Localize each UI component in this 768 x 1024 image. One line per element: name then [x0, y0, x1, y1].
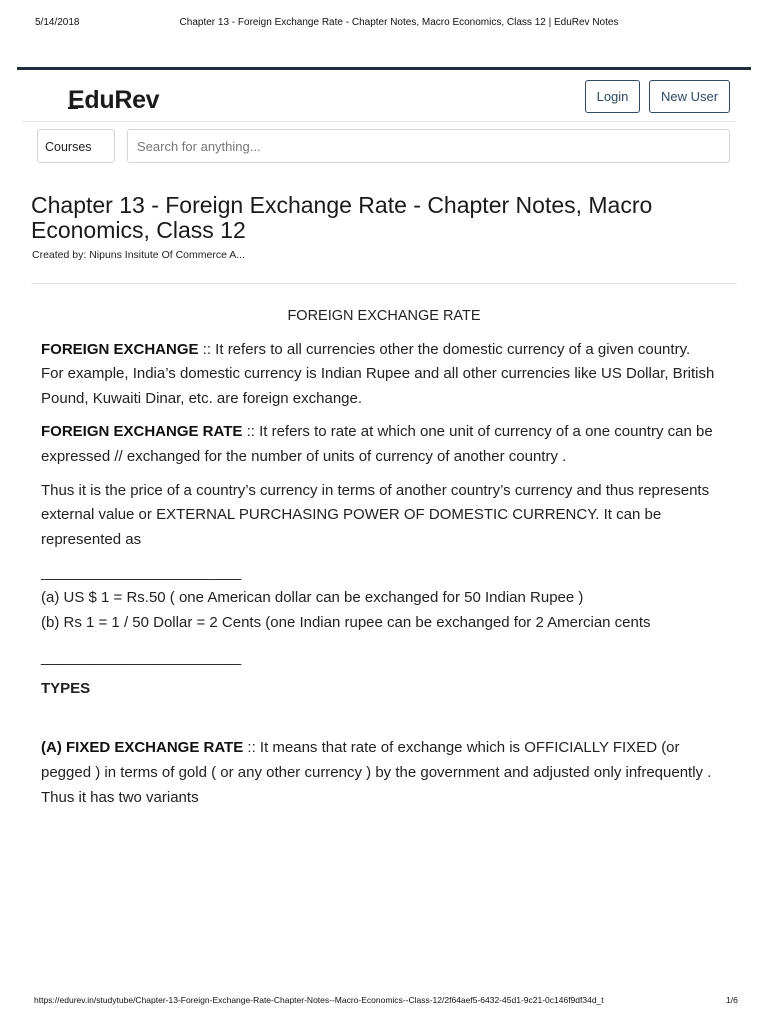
types-heading: TYPES	[41, 679, 91, 697]
content-divider	[31, 283, 737, 284]
fixed-rate-definition: :: It means that rate of exchange which is OFFICIALLY FIXED (or pegged ) in terms of gold ( or any other currency ) by the government and adjusted only infrequently . Thus it has two variants	[41, 739, 712, 806]
example-b: (b) Rs 1 = 1 / 50 Dollar = 2 Cents (one Indian rupee can be exchanged for 2 Amercian cents	[41, 613, 651, 631]
fx-term: FOREIGN EXCHANGE	[41, 340, 199, 358]
login-button[interactable]: Login	[585, 80, 640, 113]
fixed-rate-paragraph	[41, 736, 731, 810]
fx-definition: :: It refers to all currencies other the domestic currency of a given country.	[198, 340, 691, 358]
fxr-term: FOREIGN EXCHANGE RATE	[41, 423, 243, 441]
print-page-number: 1/6	[726, 995, 738, 1005]
fxr-definition: :: It refers to rate at which one unit of currency of a one country can be expressed // exchanged for the number of units of currency of another country .	[41, 423, 713, 465]
fx-example: For example, India’s domestic currency is Indian Rupee and all other currencies like US Dollar, British Pound, Kuwaiti Dinar, etc. are foreign exchange.	[41, 365, 715, 407]
fxr-paragraph	[41, 420, 731, 469]
rule-line-bottom: ________________________	[41, 649, 242, 667]
new-user-button[interactable]: New User	[649, 80, 730, 113]
print-header	[0, 17, 768, 31]
print-date: 5/14/2018	[35, 17, 80, 28]
print-url: https://edurev.in/studytube/Chapter-13-Foreign-Exchange-Rate-Chapter-Notes--Macro-Economics--Class-12/2f64aef5-6432-45d1-9c21-0c146f9df34d_t	[34, 995, 604, 1005]
article-body	[41, 304, 731, 819]
created-by[interactable]: Created by: Nipuns Insitute Of Commerce A...	[32, 249, 246, 261]
courses-dropdown[interactable]: Courses	[37, 129, 115, 163]
topbar-accent-line	[17, 67, 751, 70]
fx-paragraph	[41, 338, 731, 412]
rule-line-top: ________________________	[41, 564, 242, 582]
thus-paragraph: Thus it is the price of a country’s currency in terms of another country’s currency and thus represents external value or EXTERNAL PURCHASING POWER OF DOMESTIC CURRENCY. It can be represented as	[41, 481, 710, 548]
page-title: Chapter 13 - Foreign Exchange Rate - Chapter Notes, Macro Economics, Class 12	[31, 192, 653, 243]
search-input[interactable]: Search for anything...	[127, 129, 730, 163]
header-divider	[22, 121, 736, 122]
section-heading: FOREIGN EXCHANGE RATE	[287, 308, 481, 324]
print-title: Chapter 13 - Foreign Exchange Rate - Chapter Notes, Macro Economics, Class 12 | EduRev Notes	[179, 17, 619, 28]
fixed-rate-term: (A) FIXED EXCHANGE RATE	[41, 739, 244, 757]
logo-mark-icon	[68, 101, 78, 109]
example-a: (a) US $ 1 = Rs.50 ( one American dollar can be exchanged for 50 Indian Rupee )	[41, 588, 584, 606]
edurev-logo[interactable]: EduRev	[68, 86, 160, 114]
